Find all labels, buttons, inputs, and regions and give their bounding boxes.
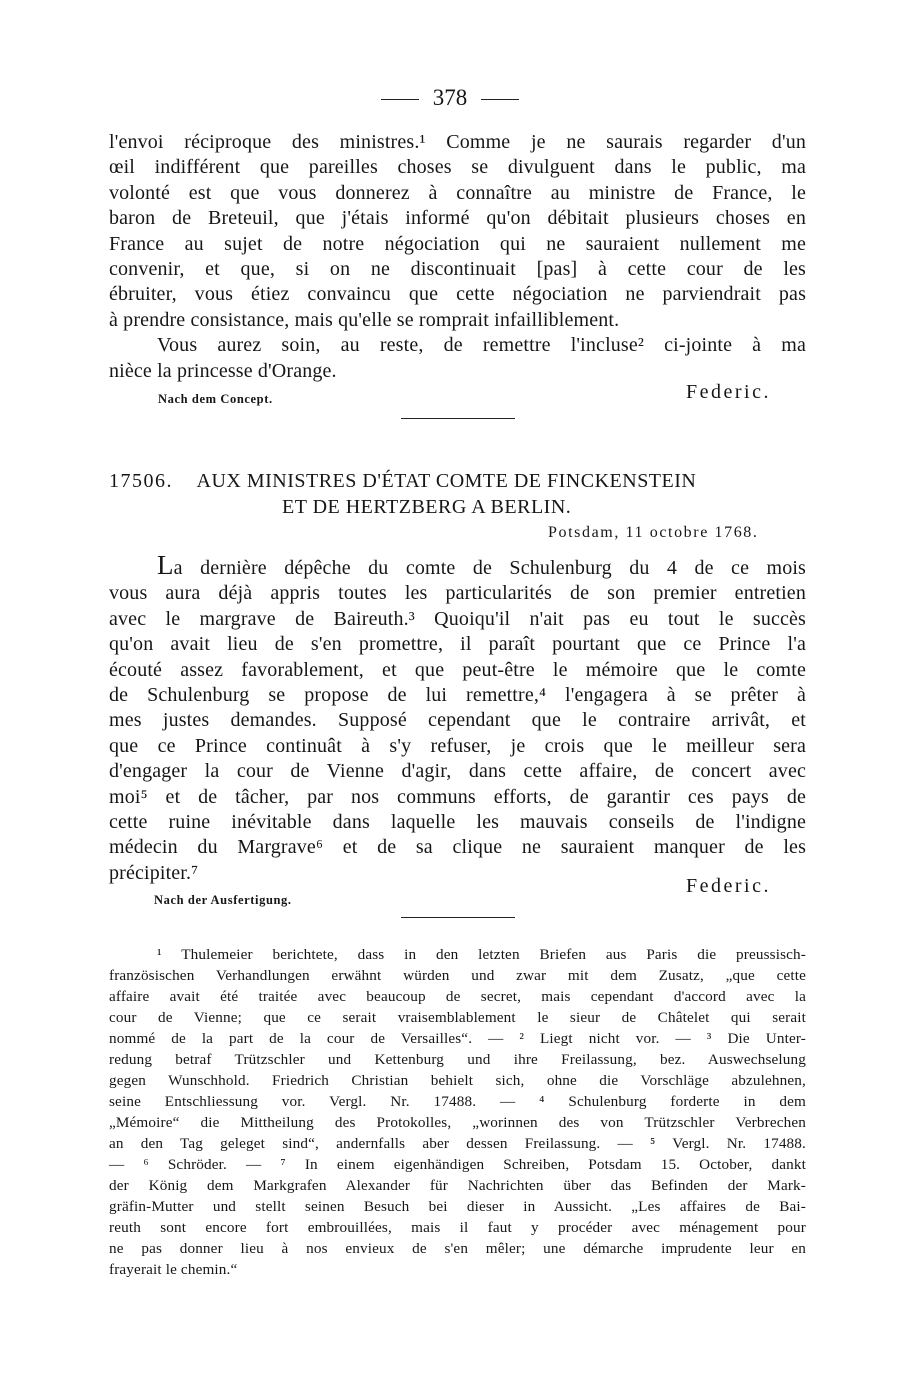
letter-body bbox=[109, 550, 806, 886]
footnote-line: „Mémoire“ die Mittheilung des Protokolles, „worinnen des von Trützschler Verbrechen bbox=[109, 1114, 806, 1131]
footnote-line: französischen Verhandlungen erwähnt würden und zwar mit dem Zusatz, „que cette bbox=[109, 967, 806, 984]
text-line: de Schulenburg se propose de lui remettre,⁴ l'engagera à se prêter à bbox=[109, 684, 806, 707]
footnote-line: cour de Vienne; que ce serait vraisemblablement le sieur de Châtelet qui serait bbox=[109, 1009, 806, 1026]
letter-source: Nach der Ausfertigung. bbox=[154, 893, 292, 907]
letter-dateline: Potsdam, 11 octobre 1768. bbox=[548, 524, 759, 541]
previous-letter-source: Nach dem Concept. bbox=[158, 392, 273, 406]
text-line: convenir, et que, si on ne discontinuait [pas] à cette cour de les bbox=[109, 258, 806, 281]
previous-letter-signature: Federic. bbox=[686, 381, 771, 403]
footnote-line: seine Entschliessung vor. Vergl. Nr. 17488. — ⁴ Schulenburg forderte in dem bbox=[109, 1093, 806, 1110]
footnote-line: der König dem Markgrafen Alexander für Nachrichten über das Befinden der Mark- bbox=[109, 1177, 806, 1194]
page-number-left-dash bbox=[381, 99, 419, 100]
text-line: Vous aurez soin, au reste, de remettre l'incluse² ci-jointe à ma bbox=[157, 334, 806, 357]
footnote-line: gegen Wunschhold. Friedrich Christian behielt sich, ohne die Vorschläge abzulehnen, bbox=[109, 1072, 806, 1089]
text-line: ébruiter, vous étiez convaincu que cette négociation ne parviendrait pas bbox=[109, 283, 806, 306]
text-line: œil indifférent que pareilles choses se divulguent dans le public, ma bbox=[109, 156, 806, 179]
text-line: médecin du Margrave⁶ et de sa clique ne sauraient manquer de les bbox=[109, 836, 806, 859]
footnote-divider bbox=[401, 917, 515, 918]
footnote-line: an den Tag geleget sind“, andernfalls aber dessen Freilassung. — ⁵ Vergl. Nr. 17488. bbox=[109, 1135, 806, 1152]
footnote-line: gräfin-Mutter und stellt seinen Besuch bei dieser in Aussicht. „Les affaires de Bai- bbox=[109, 1198, 806, 1215]
letter-heading bbox=[109, 468, 809, 494]
text-line: baron de Breteuil, que j'étais informé qu'on débitait plusieurs choses en bbox=[109, 207, 806, 230]
letter-signature: Federic. bbox=[686, 875, 771, 897]
footnote-line: ¹ Thulemeier berichtete, dass in den letzten Briefen aus Paris die preussisch- bbox=[157, 946, 806, 963]
footnote-line: redung betraf Trützschler und Kettenburg und ihre Freilassung, bez. Auswechselung bbox=[109, 1051, 806, 1068]
text-line: cette ruine inévitable dans laquelle les mauvais conseils de l'indigne bbox=[109, 811, 806, 834]
text-line: à prendre consistance, mais qu'elle se romprait infailliblement. bbox=[109, 308, 620, 331]
footnotes bbox=[109, 944, 806, 1280]
previous-letter-paragraph bbox=[109, 130, 806, 384]
text-line: écouté assez favorablement, et que peut-être le mémoire que le comte bbox=[109, 658, 806, 681]
footnote-line: reuth sont encore fort embrouillées, mais il faut y procéder avec ménagement pour bbox=[109, 1219, 806, 1236]
text-line: l'envoi réciproque des ministres.¹ Comme je ne saurais regarder d'un bbox=[109, 131, 806, 153]
footnote-line: ne pas donner lieu à nos envieux de s'en mêler; une démarche imprudente leur en bbox=[109, 1240, 806, 1257]
text-line bbox=[109, 550, 806, 581]
text-line: qu'on avait lieu de s'en promettre, il paraît pourtant que ce Prince l'a bbox=[109, 633, 806, 656]
text-line: mes justes demandes. Supposé cependant que le contraire arrivât, et bbox=[109, 709, 806, 732]
text-line: nièce la princesse d'Orange. bbox=[109, 359, 337, 382]
text-line: France au sujet de notre négociation qui ne sauraient nullement me bbox=[109, 232, 806, 255]
text-line: précipiter.⁷ bbox=[109, 861, 199, 884]
text-line: avec le margrave de Baireuth.³ Quoiqu'il n'ait pas eu tout le succès bbox=[109, 607, 806, 630]
text-line: d'engager la cour de Vienne d'agir, dans cette affaire, de concert avec bbox=[109, 760, 806, 783]
first-line-text: a dernière dépêche du comte de Schulenburg du 4 de ce mois bbox=[173, 557, 806, 579]
page-number: 378 bbox=[432, 85, 468, 110]
letter-heading-line-1: AUX MINISTRES D'ÉTAT COMTE DE FINCKENSTEIN bbox=[196, 470, 697, 492]
footnote-line: affaire avait été traitée avec beaucoup de secret, mais cependant d'accord avec la bbox=[109, 988, 806, 1005]
text-line: moi⁵ et de tâcher, par nos communs efforts, de garantir ces pays de bbox=[109, 785, 806, 808]
page-number-row bbox=[0, 84, 900, 112]
letter-number: 17506. bbox=[109, 470, 173, 492]
section-divider bbox=[401, 418, 515, 419]
footnote-line: — ⁶ Schröder. — ⁷ In einem eigenhändigen Schreiben, Potsdam 15. October, dankt bbox=[109, 1156, 806, 1173]
page-number-right-dash bbox=[481, 99, 519, 100]
text-line: volonté est que vous donnerez à connaître au ministre de France, le bbox=[109, 181, 806, 204]
drop-cap: L bbox=[157, 550, 174, 580]
footnote-line: frayerait le chemin.“ bbox=[109, 1261, 238, 1278]
letter-heading-line-2: ET DE HERTZBERG A BERLIN. bbox=[282, 496, 572, 518]
text-line: que ce Prince continuât à s'y refuser, je crois que le meilleur sera bbox=[109, 734, 806, 757]
footnote-line: nommé de la part de la cour de Versailles“. — ² Liegt nicht vor. — ³ Die Unter- bbox=[109, 1030, 806, 1047]
text-line: vous aura déjà appris toutes les particularités de son premier entretien bbox=[109, 582, 806, 605]
